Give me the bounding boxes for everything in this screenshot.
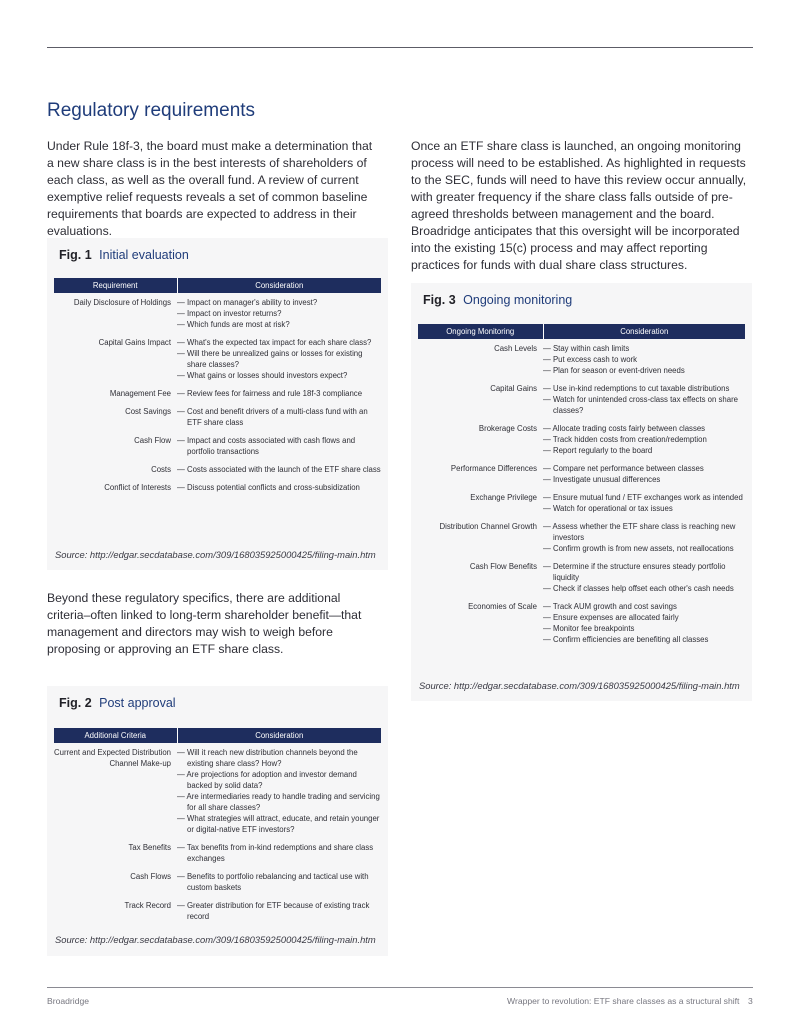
- figure-title: [59, 248, 189, 262]
- row-spacer: [418, 376, 745, 383]
- consideration-item: — Ensure mutual fund / ETF exchanges work as intended: [543, 493, 743, 502]
- row-spacer: [54, 330, 381, 337]
- consideration-item: — Review fees for fairness and rule 18f-3 compliance: [177, 389, 363, 398]
- row-considerations: [177, 482, 381, 493]
- row-considerations: [177, 435, 381, 457]
- row-label: Cash Flows: [130, 872, 171, 881]
- consideration-item: — Stay within cash limits: [543, 344, 630, 353]
- row-label: Performance Differences: [450, 464, 537, 473]
- row-spacer: [418, 416, 745, 423]
- row-considerations: [543, 561, 745, 594]
- consideration-item: — Impact on manager's ability to invest?: [177, 298, 318, 307]
- row-considerations: [177, 337, 381, 381]
- table-body: [54, 743, 381, 922]
- figure-number: Fig. 1: [59, 248, 92, 262]
- page-number: 3: [748, 996, 753, 1006]
- consideration-item: — Monitor fee breakpoints: [543, 624, 635, 633]
- row-spacer-cell: [418, 485, 745, 492]
- consideration-item: — Will it reach new distribution channels beyond the existing share class? How?: [177, 748, 358, 768]
- row-label: Costs: [151, 465, 171, 474]
- consideration-item: — Report regularly to the board: [543, 446, 653, 455]
- row-considerations: [543, 423, 745, 456]
- consideration-item: — Confirm growth is from new assets, not reallocations: [543, 544, 734, 553]
- row-considerations: [177, 900, 381, 922]
- table-row: [418, 423, 745, 456]
- table-row: [54, 337, 381, 381]
- row-considerations: [543, 521, 745, 554]
- figure-post-approval: [47, 686, 388, 956]
- initial-evaluation-table: [54, 278, 381, 493]
- row-considerations: [177, 871, 381, 893]
- figure-source: Source: http://edgar.secdatabase.com/309/168035925000425/filing-main.htm: [55, 549, 376, 560]
- row-considerations: [543, 383, 745, 416]
- consideration-item: — Ensure expenses are allocated fairly: [543, 613, 679, 622]
- row-considerations: [177, 406, 381, 428]
- figure-title: [59, 696, 176, 710]
- consideration-item: — Cost and benefit drivers of a multi-class fund with an ETF share class: [177, 407, 368, 427]
- section-heading: Regulatory requirements: [47, 100, 256, 121]
- consideration-item: — Allocate trading costs fairly between classes: [543, 424, 706, 433]
- row-spacer: [418, 456, 745, 463]
- row-label: Current and Expected Distribution Channel Make-up: [54, 748, 172, 768]
- consideration-item: — Watch for unintended cross-class tax effects on share classes?: [543, 395, 739, 415]
- row-label: Cash Flow: [134, 436, 171, 445]
- consideration-item: — Track AUM growth and cost savings: [543, 602, 677, 611]
- table-row: [418, 521, 745, 554]
- row-label: Exchange Privilege: [470, 493, 537, 502]
- table-row: [54, 871, 381, 893]
- table-row: [54, 388, 381, 399]
- row-spacer: [54, 893, 381, 900]
- row-spacer: [418, 554, 745, 561]
- row-spacer-cell: [54, 835, 381, 842]
- figure-source: Source: http://edgar.secdatabase.com/309/168035925000425/filing-main.htm: [55, 934, 376, 945]
- row-label: Cash Flow Benefits: [469, 562, 537, 571]
- row-spacer: [54, 399, 381, 406]
- row-considerations: [177, 743, 381, 835]
- figure-initial-evaluation: [47, 238, 388, 570]
- consideration-item: — Put excess cash to work: [543, 355, 638, 364]
- row-label: Economies of Scale: [468, 602, 537, 611]
- table-row: [54, 435, 381, 457]
- row-spacer-cell: [418, 514, 745, 521]
- footer-title: Wrapper to revolution: ETF share classes as a structural shift: [507, 996, 740, 1006]
- row-spacer-cell: [418, 554, 745, 561]
- consideration-item: — Will there be unrealized gains or losses for existing share classes?: [177, 349, 363, 369]
- monitoring-paragraph: Once an ETF share class is launched, an ongoing monitoring process will need to be established. As highlighted in requests to the SEC, funds will need to have this review occur annually, with greater frequency if the share class falls outside of pre-agreed thresholds between management and the board. Broadridge anticipates that this oversight will be incorporated into the existing 15(c) process and may affect reporting practices for funds with dual share class structures.: [411, 139, 747, 272]
- row-spacer-cell: [54, 330, 381, 337]
- table-body: [418, 339, 745, 645]
- consideration-item: — Confirm efficiencies are benefiting all classes: [543, 635, 709, 644]
- row-label: Distribution Channel Growth: [439, 522, 537, 531]
- consideration-item: — Tax benefits from in-kind redemptions and share class exchanges: [177, 843, 374, 863]
- table-row: [418, 561, 745, 594]
- row-label: Conflict of Interests: [104, 483, 171, 492]
- row-considerations: [543, 601, 745, 645]
- consideration-item: — Which funds are most at risk?: [177, 320, 290, 329]
- row-spacer-cell: [54, 428, 381, 435]
- table-row: [54, 482, 381, 493]
- table-row: [418, 601, 745, 645]
- figure-title: [423, 293, 572, 307]
- table-row: [54, 842, 381, 864]
- bottom-rule: [47, 987, 753, 988]
- table-row: [54, 743, 381, 835]
- consideration-item: — What gains or losses should investors expect?: [177, 371, 348, 380]
- column-header-requirement: Requirement: [54, 278, 177, 293]
- row-spacer-cell: [54, 893, 381, 900]
- consideration-item: — Are intermediaries ready to handle trading and servicing for all share classes?: [177, 792, 380, 812]
- table-row: [418, 339, 745, 376]
- row-considerations: [543, 339, 745, 376]
- consideration-item: — Discuss potential conflicts and cross-subsidization: [177, 483, 360, 492]
- table-row: [418, 383, 745, 416]
- row-considerations: [543, 492, 745, 514]
- row-considerations: [177, 842, 381, 864]
- table-row: [418, 492, 745, 514]
- row-spacer: [54, 835, 381, 842]
- row-spacer: [54, 381, 381, 388]
- row-spacer-cell: [54, 381, 381, 388]
- consideration-item: — What strategies will attract, educate, and retain younger or digital-native ETF investors?: [177, 814, 380, 834]
- consideration-item: — Are projections for adoption and investor demand backed by solid data?: [177, 770, 357, 790]
- row-spacer: [418, 514, 745, 521]
- table-row: [54, 464, 381, 475]
- column-header-ongoing-monitoring: Ongoing Monitoring: [418, 324, 543, 339]
- figure-number: Fig. 3: [423, 293, 456, 307]
- row-spacer-cell: [54, 864, 381, 871]
- consideration-item: — Watch for operational or tax issues: [543, 504, 673, 513]
- row-label: Daily Disclosure of Holdings: [73, 298, 171, 307]
- figure-caption: Ongoing monitoring: [463, 293, 573, 307]
- row-spacer-cell: [418, 594, 745, 601]
- table-body: [54, 293, 381, 493]
- row-label: Management Fee: [109, 389, 171, 398]
- row-label: Cash Levels: [494, 344, 537, 353]
- criteria-paragraph: Beyond these regulatory specifics, there are additional criteria–often linked to long-term shareholder benefit—that management and directors may wish to weigh before proposing or approving an ETF share class.: [47, 591, 362, 656]
- row-spacer-cell: [54, 457, 381, 464]
- intro-paragraph: Under Rule 18f-3, the board must make a determination that a new share class is in the best interests of shareholders of each class, as well as the overall fund. A review of current exemptive relief requests reveals a set of common baseline requirements that boards are expected to address in their evaluations.: [47, 139, 373, 238]
- consideration-item: — Impact and costs associated with cash flows and portfolio transactions: [177, 436, 356, 456]
- consideration-item: — Check if classes help offset each other's cash needs: [543, 584, 734, 593]
- consideration-item: — Impact on investor returns?: [177, 309, 282, 318]
- table-row: [54, 900, 381, 922]
- row-label: Tax Benefits: [128, 843, 171, 852]
- consideration-item: — Determine if the structure ensures steady portfolio liquidity: [543, 562, 726, 582]
- ongoing-monitoring-table: [418, 324, 745, 645]
- consideration-item: — Benefits to portfolio rebalancing and tactical use with custom baskets: [177, 872, 369, 892]
- consideration-item: — Compare net performance between classes: [543, 464, 704, 473]
- consideration-item: — Costs associated with the launch of the ETF share class: [177, 465, 381, 474]
- row-label: Cost Savings: [125, 407, 171, 416]
- consideration-item: — Greater distribution for ETF because of existing track record: [177, 901, 370, 921]
- consideration-item: — Assess whether the ETF share class is reaching new investors: [543, 522, 736, 542]
- row-spacer: [418, 485, 745, 492]
- consideration-item: — Investigate unusual differences: [543, 475, 661, 484]
- table-row: [418, 463, 745, 485]
- row-spacer-cell: [54, 399, 381, 406]
- row-spacer-cell: [54, 475, 381, 482]
- column-header-consideration: Consideration: [543, 324, 745, 339]
- row-considerations: [177, 293, 381, 330]
- row-spacer: [54, 428, 381, 435]
- row-spacer: [54, 475, 381, 482]
- top-rule: [47, 47, 753, 48]
- consideration-item: — Use in-kind redemptions to cut taxable distributions: [543, 384, 730, 393]
- row-considerations: [177, 464, 381, 475]
- row-label: Capital Gains: [490, 384, 537, 393]
- footer-brand: Broadridge: [47, 996, 90, 1006]
- consideration-item: — Track hidden costs from creation/redemption: [543, 435, 707, 444]
- post-approval-table: [54, 728, 381, 922]
- figure-caption: Post approval: [99, 696, 176, 710]
- row-spacer-cell: [418, 376, 745, 383]
- row-label: Track Record: [124, 901, 171, 910]
- column-header-consideration: Consideration: [177, 278, 381, 293]
- column-header-consideration: Consideration: [177, 728, 381, 743]
- row-spacer: [54, 457, 381, 464]
- row-label: Capital Gains Impact: [98, 338, 171, 347]
- table-row: [54, 293, 381, 330]
- row-spacer-cell: [418, 456, 745, 463]
- row-label: Brokerage Costs: [478, 424, 537, 433]
- consideration-item: — Plan for season or event-driven needs: [543, 366, 685, 375]
- row-considerations: [177, 388, 381, 399]
- table-row: [54, 406, 381, 428]
- row-considerations: [543, 463, 745, 485]
- figure-caption: Initial evaluation: [99, 248, 189, 262]
- figure-number: Fig. 2: [59, 696, 92, 710]
- row-spacer: [54, 864, 381, 871]
- column-header-additional-criteria: Additional Criteria: [54, 728, 177, 743]
- row-spacer-cell: [418, 416, 745, 423]
- figure-source: Source: http://edgar.secdatabase.com/309/168035925000425/filing-main.htm: [419, 680, 740, 691]
- consideration-item: — What's the expected tax impact for each share class?: [177, 338, 372, 347]
- figure-ongoing-monitoring: [411, 283, 752, 701]
- row-spacer: [418, 594, 745, 601]
